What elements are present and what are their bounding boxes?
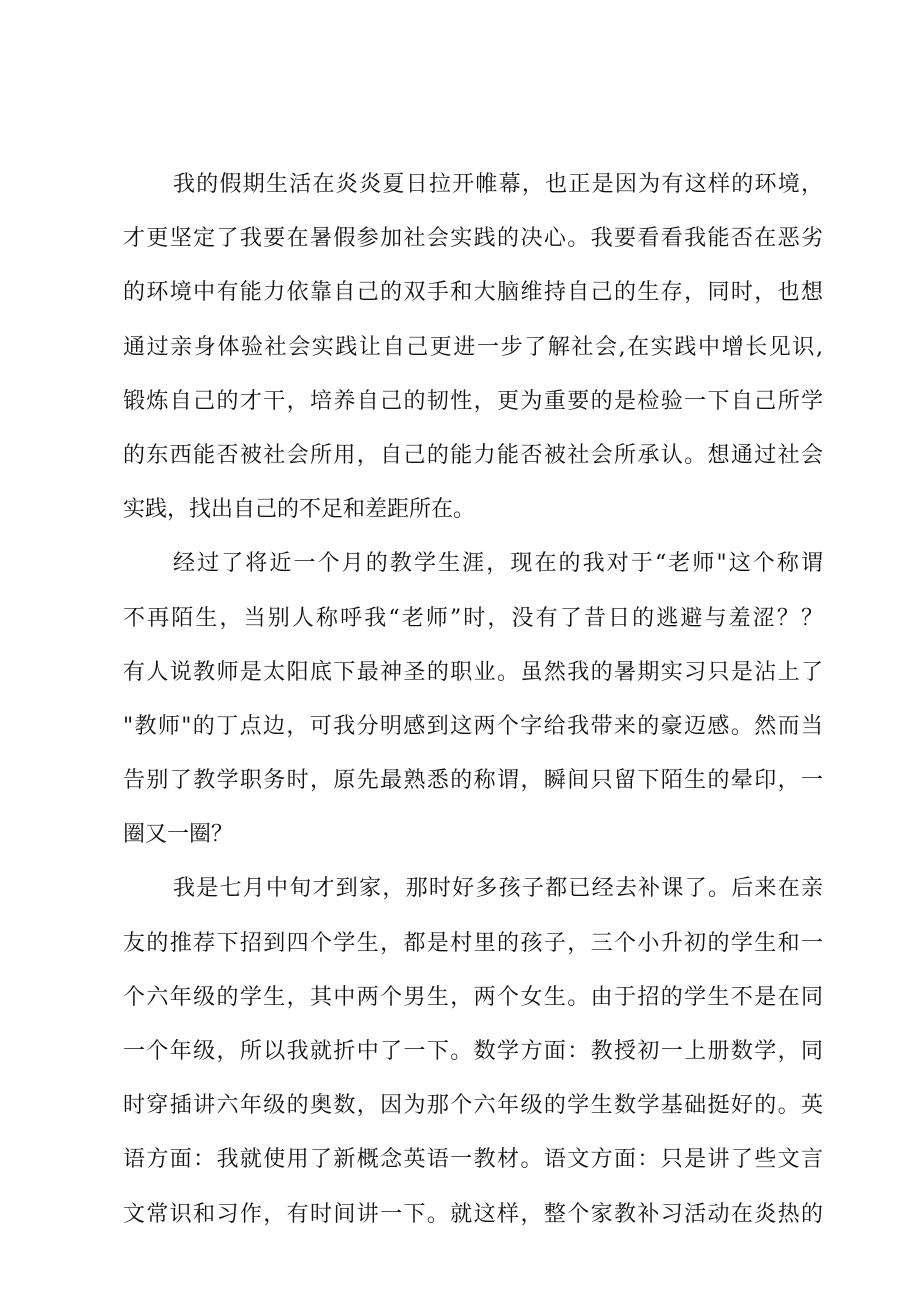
text-line: 经过了将近一个月的教学生涯，现在的我对于“老师"这个称谓 <box>173 551 823 577</box>
paragraph <box>123 862 823 1241</box>
text-line: "教师"的丁点边，可我分明感到这两个字给我带来的豪迈感。然而当 <box>123 713 823 739</box>
paragraph <box>123 537 823 862</box>
text-line: 实践，找出自己的不足和差距所在。 <box>123 497 476 523</box>
text-line: 语方面：我就使用了新概念英语一教材。语文方面：只是讲了些文言 <box>123 1147 823 1173</box>
text-line: 我是七月中旬才到家，那时好多孩子都已经去补课了。后来在亲 <box>173 876 823 902</box>
text-line: 的东西能否被社会所用，自己的能力能否被社会所承认。想通过社会 <box>123 442 823 468</box>
paragraph <box>123 158 823 537</box>
text-line: 文常识和习作，有时间讲一下。就这样，整个家教补习活动在炎热的 <box>123 1201 823 1227</box>
text-line: 不再陌生，当别人称呼我“老师”时，没有了昔日的逃避与羞涩？？ <box>123 605 823 631</box>
text-line: 我的假期生活在炎炎夏日拉开帷幕，也正是因为有这样的环境， <box>173 172 823 197</box>
text-line: 告别了教学职务时，原先最熟悉的称谓，瞬间只留下陌生的晕印，一 <box>123 768 823 794</box>
text-line: 个六年级的学生，其中两个男生，两个女生。由于招的学生不是在同 <box>123 984 823 1010</box>
text-line: 时穿插讲六年级的奥数，因为那个六年级的学生数学基础挺好的。英 <box>123 1093 823 1119</box>
text-line: 通过亲身体验社会实践让自己更进一步了解社会,在实践中增长见识, <box>123 334 823 360</box>
text-line: 的环境中有能力依靠自己的双手和大脑维持自己的生存，同时，也想 <box>123 280 823 306</box>
text-line: 锻炼自己的才干，培养自己的韧性，更为重要的是检验一下自己所学 <box>123 388 823 414</box>
text-line: 有人说教师是太阳底下最神圣的职业。虽然我的暑期实习只是沾上了 <box>123 659 823 685</box>
text-line: 友的推荐下招到四个学生，都是村里的孩子，三个小升初的学生和一 <box>123 930 823 956</box>
text-line: 一个年级，所以我就折中了一下。数学方面：教授初一上册数学，同 <box>123 1039 823 1064</box>
text-line: 才更坚定了我要在暑假参加社会实践的决心。我要看看我能否在恶劣 <box>123 226 823 252</box>
text-line: 圈又一圈？ <box>123 822 234 848</box>
document-body <box>123 158 823 1242</box>
